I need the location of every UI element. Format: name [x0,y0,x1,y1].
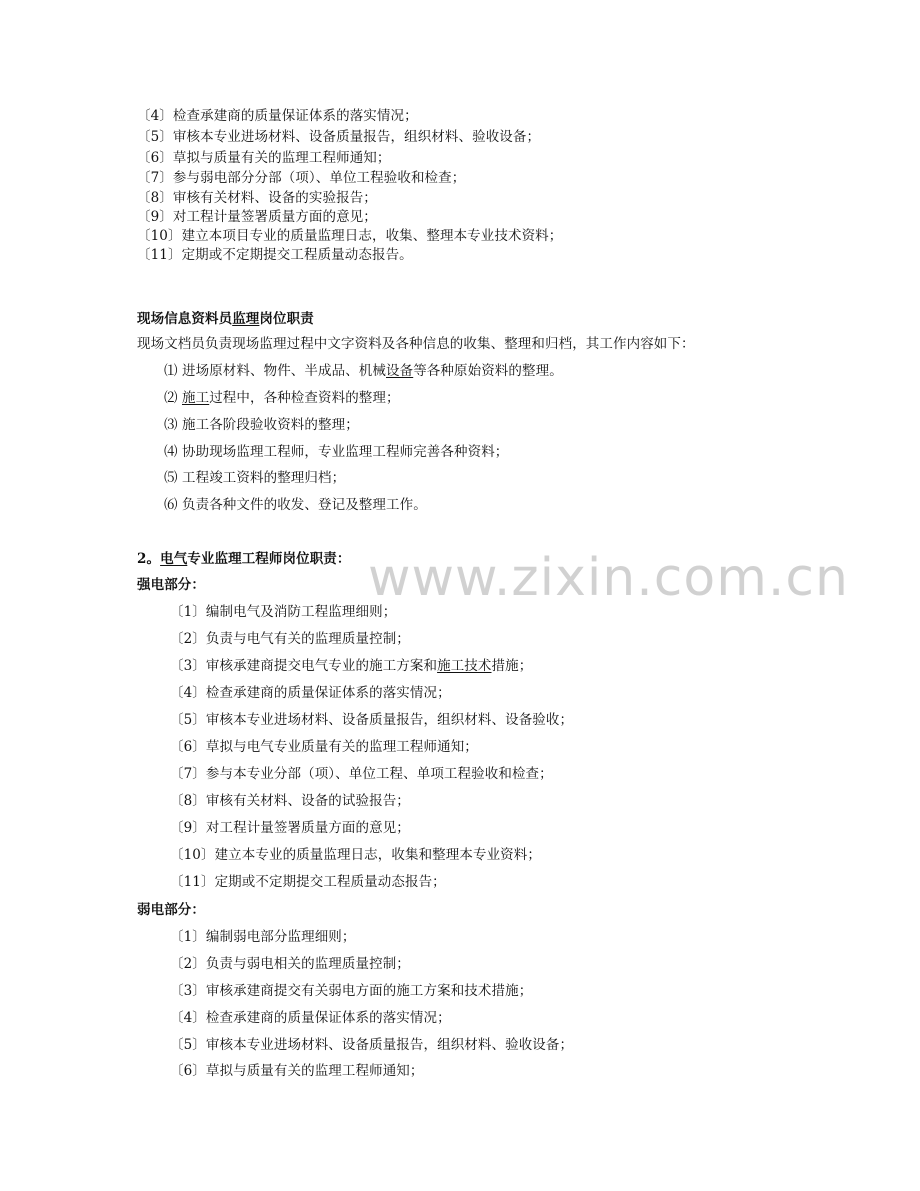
heading-text: 专业监理工程师岗位职责： [187,551,351,567]
item-text: 等各种原始资料的整理。 [413,363,563,379]
list-item: 〔6〕草拟与质量有关的监理工程师通知； [170,1063,424,1079]
item-text: 〔3〕审核承建商提交电气专业的施工方案和 [170,658,438,674]
heading-text: 现场信息资料员 [137,311,233,327]
list-item: 〔3〕审核承建商提交有关弱电方面的施工方案和技术措施； [170,983,533,999]
list-item: ⑹ 负责各种文件的收发、登记及整理工作。 [164,497,427,513]
list-item: 〔4〕检查承建商的质量保证体系的落实情况； [170,685,451,701]
intro-paragraph: 现场文档员负责现场监理过程中文字资料及各种信息的收集、整理和归档，其工作内容如下： [137,336,695,352]
subheading-weak-current: 弱电部分： [137,902,205,918]
item-text: ⑴ 进场原材料、物件、半成品、机械 [164,363,386,379]
list-item: ⑸ 工程竣工资料的整理归档； [164,470,346,486]
section-heading-info [137,310,314,328]
link-construction-technology[interactable]: 施工技术 [437,658,492,674]
link-equipment[interactable]: 设备 [386,363,414,379]
list-item: 〔2〕负责与电气有关的监理质量控制； [170,631,410,647]
list-item [164,389,400,407]
subheading-strong-current: 强电部分： [137,577,205,593]
list-item: 〔11〕定期或不定期提交工程质量动态报告。 [137,247,413,263]
list-item: 〔4〕检查承建商的质量保证体系的落实情况； [170,1010,451,1026]
list-item: 〔4〕检查承建商的质量保证体系的落实情况； [137,108,418,124]
section-heading-electrical [137,550,351,568]
list-item: 〔7〕参与本专业分部（项）、单位工程、单项工程验收和检查； [170,766,553,782]
list-item: 〔6〕草拟与质量有关的监理工程师通知； [137,150,391,166]
item-text: ⑵ [164,390,182,406]
list-item [164,362,563,380]
heading-link-electrical[interactable]: 电气 [160,551,188,567]
list-item: 〔6〕草拟与电气专业质量有关的监理工程师通知； [170,739,478,755]
heading-link-supervision[interactable]: 监理 [232,311,260,327]
list-item: 〔8〕审核有关材料、设备的实验报告； [137,190,377,206]
list-item: ⑶ 施工各阶段验收资料的整理； [164,417,359,433]
list-item: 〔9〕对工程计量签署质量方面的意见； [170,820,410,836]
list-item: 〔5〕审核本专业进场材料、设备质量报告，组织材料、验收设备； [137,129,541,145]
list-item: 〔9〕对工程计量签署质量方面的意见； [137,209,377,225]
watermark: www.zixin.com.cn [368,548,849,608]
list-item: 〔5〕审核本专业进场材料、设备质量报告，组织材料、验收设备； [170,1037,574,1053]
list-item: 〔7〕参与弱电部分分部（项）、单位工程验收和检查； [137,170,466,186]
list-item: 〔10〕建立本项目专业的质量监理日志，收集、整理本专业技术资料； [137,228,563,244]
list-item: 〔11〕定期或不定期提交工程质量动态报告； [170,874,446,890]
list-item: 〔1〕编制电气及消防工程监理细则； [170,604,397,620]
list-item: 〔10〕建立本专业的质量监理日志，收集和整理本专业资料； [170,847,541,863]
link-construction[interactable]: 施工 [182,390,210,406]
list-item: 〔1〕编制弱电部分监理细则； [170,929,356,945]
list-item: 〔8〕审核有关材料、设备的试验报告； [170,793,410,809]
list-item [170,657,532,675]
item-text: 措施； [491,658,533,674]
list-item: 〔5〕审核本专业进场材料、设备质量报告，组织材料、设备验收； [170,712,574,728]
heading-text: 2。 [137,551,161,567]
heading-text: 岗位职责 [259,311,314,327]
list-item: 〔2〕负责与弱电相关的监理质量控制； [170,956,410,972]
item-text: 过程中，各种检查资料的整理； [209,390,400,406]
list-item: ⑷ 协助现场监理工程师，专业监理工程师完善各种资料； [164,444,509,460]
